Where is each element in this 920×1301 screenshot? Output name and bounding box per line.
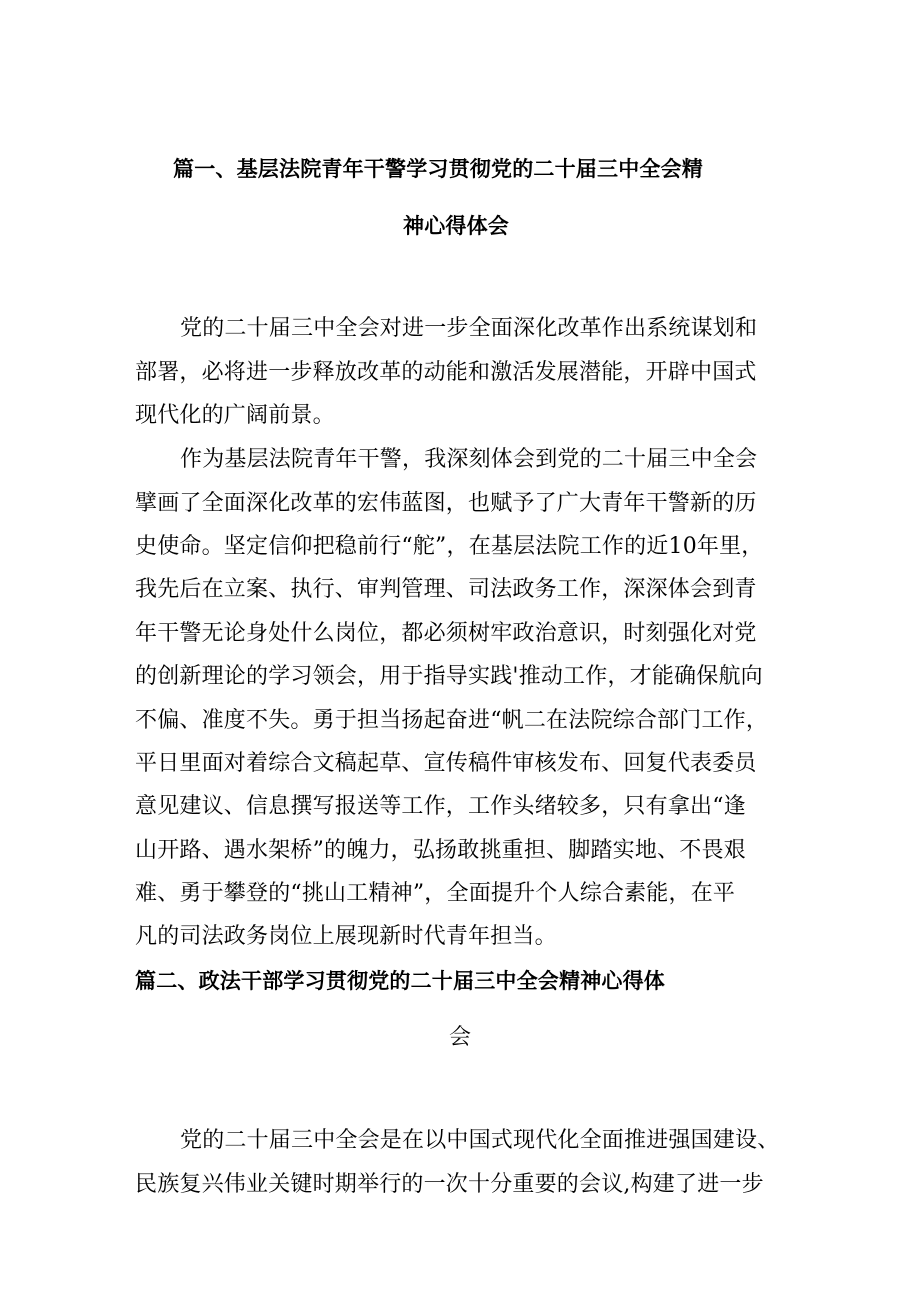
section1-para1-line: 现代化的广阔前景。 (135, 403, 335, 428)
section1-para2-line: 的创新理论的学习领会，用于指导实践'推动工作，才能确保航向 (135, 664, 763, 689)
section2-title-line1: 篇二、政法干部学习贯彻党的二十届三中全会精神心得体 (135, 969, 665, 993)
section1-para1-line: 党的二十届三中全会对进一步全面深化改革作出系统谋划和 (180, 316, 758, 341)
section1-para2-line: 作为基层法院青年干警，我深刻体会到党的二十届三中全会 (180, 447, 758, 472)
section1-para2-line: 史使命。坚定信仰把稳前行“舵”，在基层法院工作的近10年里， (135, 534, 764, 559)
section2-para1-line: 党的二十届三中全会是在以中国式现代化全面推进强国建设、 (180, 1128, 780, 1153)
section2-para1-line: 民族复兴伟业关键时期举行的一次十分重要的会议,构建了进一步 (135, 1172, 764, 1197)
section2-title-line2: 会 (449, 1025, 472, 1050)
section1-title-line1: 篇一、基层法院青年干警学习贯彻党的二十届三中全会精 (173, 157, 703, 181)
section1-para2-line: 难、勇于攀登的“挑山工精神”，全面提升个人综合素能，在平 (135, 881, 736, 906)
section1-para2-line: 平日里面对着综合文稿起草、宣传稿件审核发布、回复代表委员 (135, 751, 757, 776)
section1-para1-line: 部署，必将进一步释放改革的动能和激活发展潜能，开辟中国式 (135, 360, 757, 385)
section1-title-line2: 神心得体会 (403, 214, 509, 238)
section1-para2-line: 意见建议、信息撰写报送等工作，工作头绪较多，只有拿出“逢 (135, 794, 746, 819)
section1-para2-line: 不偏、准度不失。勇于担当扬起奋进“帆二在法院综合部门工作， (135, 708, 769, 733)
section1-para2-line: 山开路、遇水架桥”的魄力，弘扬敢挑重担、脚踏实地、不畏艰 (135, 838, 746, 863)
section1-para2-line: 我先后在立案、执行、审判管理、司法政务工作，深深体会到青 (135, 577, 757, 602)
section1-para2-line: 擘画了全面深化改革的宏伟蓝图，也赋予了广大青年干警新的历 (135, 491, 757, 516)
section1-para2-line: 年干警无论身处什么岗位，都必须树牢政治意识，时刻强化对党 (135, 621, 757, 646)
section1-para2-line: 凡的司法政务岗位上展现新时代青年担当。 (135, 924, 557, 949)
